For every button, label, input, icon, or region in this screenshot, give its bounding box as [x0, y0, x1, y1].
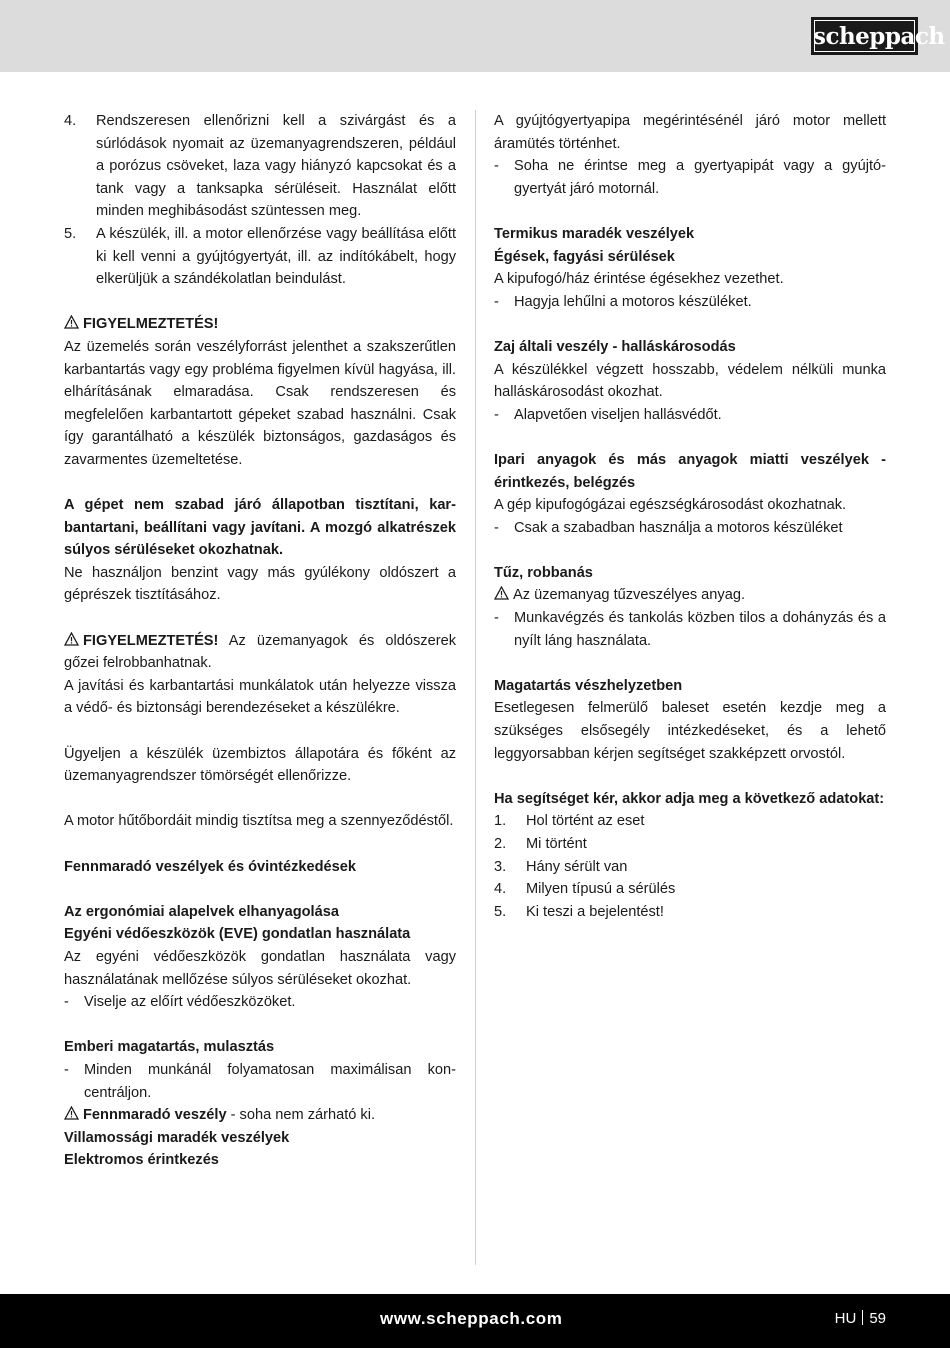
list-text: A készülék, ill. a motor ellenőrzése vagy beállítása előtt ki kell venni a gyújtógyertyát, ill. az indítókábelt, hogy elkerüljük a szándékolatlan beindulást.	[96, 225, 456, 288]
warning-triangle-icon	[64, 1106, 79, 1120]
bullet-item: - Munkavégzés és tankolás közben tilos a dohányzás és a nyílt láng használata.	[494, 610, 886, 649]
website-link[interactable]: www.scheppach.com	[380, 1309, 563, 1328]
residual-heading: Fennmaradó veszélyek és óvintézkedések	[64, 858, 357, 875]
bullet-item: - Csak a szabadban használja a motoros készüléket	[494, 519, 843, 536]
list-number: 3.	[494, 858, 507, 875]
bullet-item: - Viselje az előírt védőeszközöket.	[64, 994, 296, 1011]
list-number: 4.	[64, 113, 77, 129]
list-item	[494, 901, 886, 924]
emergency-text: Esetlegesen felmerülő baleset esetén kezdje meg a szükséges elsősegély intézkedéseket, és a lehető leggyorsabban kérjen segítséget szakképzett orvostól.	[494, 700, 886, 762]
bullet-text: Alapvetően viseljen hallásvédőt.	[514, 406, 722, 423]
list-number: 5.	[494, 903, 507, 920]
bold-warning: A gépet nem szabad járó állapotban tisztítani, karbantartani, beállítani vagy javítani. A mozgó alkatrészek súlyos sérüléseket okozhatnak.	[64, 497, 456, 559]
bullet-text: Soha ne érintse meg a gyertyapipát vagy a gyújtógyertyát járó motornál.	[514, 158, 886, 197]
contact-heading: Elektromos érintkezés	[64, 1152, 219, 1169]
right-column	[494, 110, 886, 923]
bullet-text: Viselje az előírt védőeszközöket.	[84, 994, 296, 1011]
bullet-text: Hagyja lehűlni a motoros készüléket.	[514, 293, 752, 310]
page-indicator	[835, 1308, 886, 1330]
industrial-text: A gép kipufogógázai egészségkárosodást okozhatnak.	[494, 497, 847, 514]
warning-text: Az üzemelés során veszélyforrást jelenthet a szakszerűtlen karbantartás vagy egy probléma figyelmen kívül hagyása, ill. elhárításának elmaradása. Csak rendszeresen és megfelelően karbantartott gépeket szabad használni. Csak így garantálható a készülék biztonságos, gazdaságos és zavarmentes üzemeltetése.	[64, 338, 456, 468]
left-column	[64, 110, 456, 1172]
list-text: Ki teszi a bejelentést!	[526, 903, 664, 920]
residual-label: Fennmaradó veszély	[83, 1107, 227, 1124]
list-item	[64, 223, 456, 291]
residual-danger-line	[64, 1104, 456, 1127]
human-heading: Emberi magatartás, mulasztás	[64, 1039, 275, 1056]
benzin-text: Ne használjon benzint vagy más gyúlékony oldószert a géprészek tisztításához.	[64, 564, 456, 604]
bullet-item: - Soha ne érintse meg a gyertyapipát vagy a gyújtógyertyát járó motornál.	[494, 158, 886, 197]
scheppach-logo: scheppach	[811, 17, 918, 55]
list-text: Milyen típusú a sérülés	[526, 881, 676, 898]
list-text: Mi történt	[526, 836, 587, 852]
bullet-item: - Minden munkánál folyamatosan maximálisan koncentráljon.	[64, 1061, 456, 1101]
list-text: Hány sérült van	[526, 858, 628, 875]
warning-paragraph-2	[64, 630, 456, 675]
bullet-text: Munkavégzés és tankolás közben tilos a dohányzás és a nyílt láng használata.	[514, 610, 886, 649]
warning-text: Az üzemanyagok és oldószerek gőzei felrobbanhatnak.	[64, 632, 456, 672]
eve-heading: Egyéni védőeszközök (EVE) gondatlan használata	[64, 926, 411, 943]
list-item	[494, 810, 886, 833]
spark-text: A gyújtógyertyapipa megérintésénél járó motor mellett áramütés történhet.	[494, 113, 886, 152]
list-item	[494, 833, 886, 856]
thermal-heading: Termikus maradék veszélyek	[494, 225, 695, 242]
list-text: Hol történt az eset	[526, 813, 645, 830]
column-divider	[475, 110, 476, 1265]
noise-text: A készülékkel végzett hosszabb, védelem nélküli munka halláskárosodást okozhat.	[494, 361, 886, 401]
emergency-heading: Magatartás vészhelyzetben	[494, 677, 683, 694]
list-number: 5.	[64, 225, 77, 242]
ergo-heading: Az ergonómiai alapelvek elhanyagolása	[64, 903, 339, 920]
warning-paragraph	[64, 313, 456, 336]
warning-triangle-icon	[64, 315, 79, 329]
cooling-text: A motor hűtőbordáit mindig tisztítsa meg a szennyeződéstől.	[64, 813, 454, 830]
residual-text: - soha nem zárható ki.	[226, 1107, 376, 1124]
noise-heading: Zaj általi veszély - halláskárosodás	[494, 338, 736, 355]
warning-label: FIGYELMEZTETÉS!	[83, 316, 219, 333]
list-number: 4.	[494, 881, 507, 898]
industrial-heading: Ipari anyagok és más anyagok miatti veszélyek - érintkezés, belégzés	[494, 451, 886, 491]
language-code: HU	[834, 1310, 857, 1327]
page-footer	[0, 1294, 950, 1348]
warning-label: FIGYELMEZTETÉS!	[83, 632, 219, 649]
bullet-item: - Hagyja lehűlni a motoros készüléket.	[494, 293, 752, 310]
bullet-text: Csak a szabadban használja a motoros készüléket	[514, 519, 843, 536]
list-number: 1.	[494, 813, 507, 830]
fire-heading: Tűz, robbanás	[494, 564, 593, 581]
burn-text: A kipufogó/ház érintése égésekhez vezethet.	[494, 271, 784, 288]
list-number: 2.	[494, 836, 507, 852]
list-item	[494, 878, 886, 901]
state-text: Ügyeljen a készülék üzembiztos állapotára és főként az üzemanyagrendszer tömörségét ellenőrizze.	[64, 745, 456, 785]
list-item	[494, 856, 886, 879]
fire-warning-text: Az üzemanyag tűzveszélyes anyag.	[513, 587, 746, 604]
list-text: Rendszeresen ellenőrizni kell a szivárgást és a súrlódások nyomait az üzemanyagrendszeren, például a porózus csöveket, laza vagy hiányzó kapcsokat és a tank vagy a tanksapka sérüléseit. Használat előtt minden meghibásodást szüntessen meg.	[96, 113, 456, 220]
fire-warning	[494, 584, 886, 607]
list-item	[64, 110, 456, 223]
page-header	[0, 0, 950, 72]
page-number: 59	[869, 1310, 886, 1327]
bullet-item: - Alapvetően viseljen hallásvédőt.	[494, 406, 722, 423]
page-separator	[862, 1310, 863, 1325]
warning-triangle-icon	[64, 632, 79, 646]
help-heading: Ha segítséget kér, akkor adja meg a következő adatokat:	[494, 790, 885, 807]
burn-heading: Égések, fagyási sérülések	[494, 248, 675, 265]
bullet-text: Minden munkánál folyamatosan maximálisan koncentráljon.	[84, 1061, 456, 1101]
eve-text: Az egyéni védőeszközök gondatlan használata vagy használatának mellőzése súlyos sérüléseket okozhat.	[64, 948, 456, 988]
warning-triangle-icon	[494, 586, 509, 600]
electric-heading: Villamossági maradék veszélyek	[64, 1129, 290, 1146]
repair-text: A javítási és karbantartási munkálatok után helyezze vissza a védő- és biztonsági berendezéseket a készülékre.	[64, 677, 456, 717]
